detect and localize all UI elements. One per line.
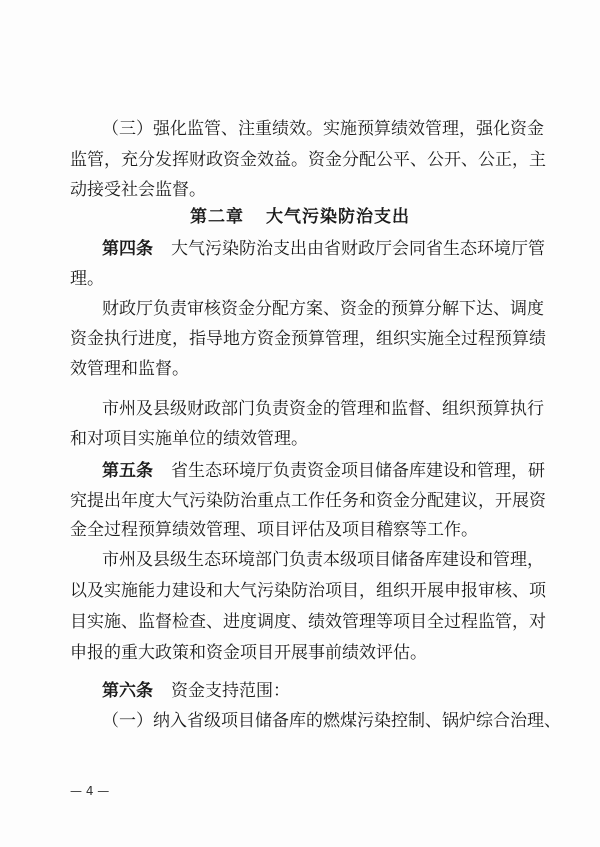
article5-label: 第五条: [102, 461, 153, 481]
section3-line1: （三）强化监管、注重绩效。实施预算绩效管理，强化资金: [102, 119, 544, 139]
article6-label: 第六条: [102, 681, 153, 701]
article5-para2-line3: 目实施、监督检查、进度调度、绩效管理等项目全过程监管，对: [70, 612, 546, 632]
article4-line2: 理。: [70, 269, 104, 289]
article6-item1-line1: （一）纳入省级项目储备库的燃煤污染控制、锅炉综合治理、: [102, 711, 561, 731]
section3-line3: 动接受社会监督。: [70, 180, 206, 200]
article6-line1: [102, 680, 532, 702]
chapter-number: 第二章: [190, 207, 244, 227]
article5-para2-line2: 以及实施能力建设和大气污染防治项目，组织开展申报审核、项: [70, 581, 546, 601]
section3-line2: 监管，充分发挥财政资金效益。资金分配公平、公开、公正，主: [70, 150, 546, 170]
page-number: — 4 —: [70, 784, 110, 798]
article5-para2-line4: 申报的重大政策和资金项目开展事前绩效评估。: [70, 643, 427, 663]
article5-para2-line1: 市州及县级生态环境部门负责本级项目储备库建设和管理，: [102, 550, 544, 570]
article4-para2-line3: 效管理和监督。: [70, 359, 189, 379]
article5-line3: 金全过程预算绩效管理、项目评估及项目稽察等工作。: [70, 520, 478, 540]
article6-text: 资金支持范围：: [171, 681, 290, 701]
chapter-title: 大气污染防治支出: [266, 207, 410, 227]
article5-line2: 究提出年度大气污染防治重点工作任务和资金分配建议，开展资: [70, 491, 546, 511]
article4-para3-line2: 和对项目实施单位的绩效管理。: [70, 429, 308, 449]
article5-text: 省生态环境厅负责资金项目储备库建设和管理，研: [171, 461, 545, 481]
article4-para2-line2: 资金执行进度，指导地方资金预算管理，组织实施全过程预算绩: [70, 329, 546, 349]
chapter-heading: [0, 206, 600, 228]
article4-para2-line1: 财政厅负责审核资金分配方案、资金的预算分解下达、调度: [102, 299, 544, 319]
article5-line1: [102, 460, 545, 482]
article4-text: 大气污染防治支出由省财政厅会同省生态环境厅管: [171, 239, 545, 259]
article4-para3-line1: 市州及县级财政部门负责资金的管理和监督、组织预算执行: [102, 399, 544, 419]
article4-label: 第四条: [102, 239, 153, 259]
article4-line1: [102, 238, 545, 260]
